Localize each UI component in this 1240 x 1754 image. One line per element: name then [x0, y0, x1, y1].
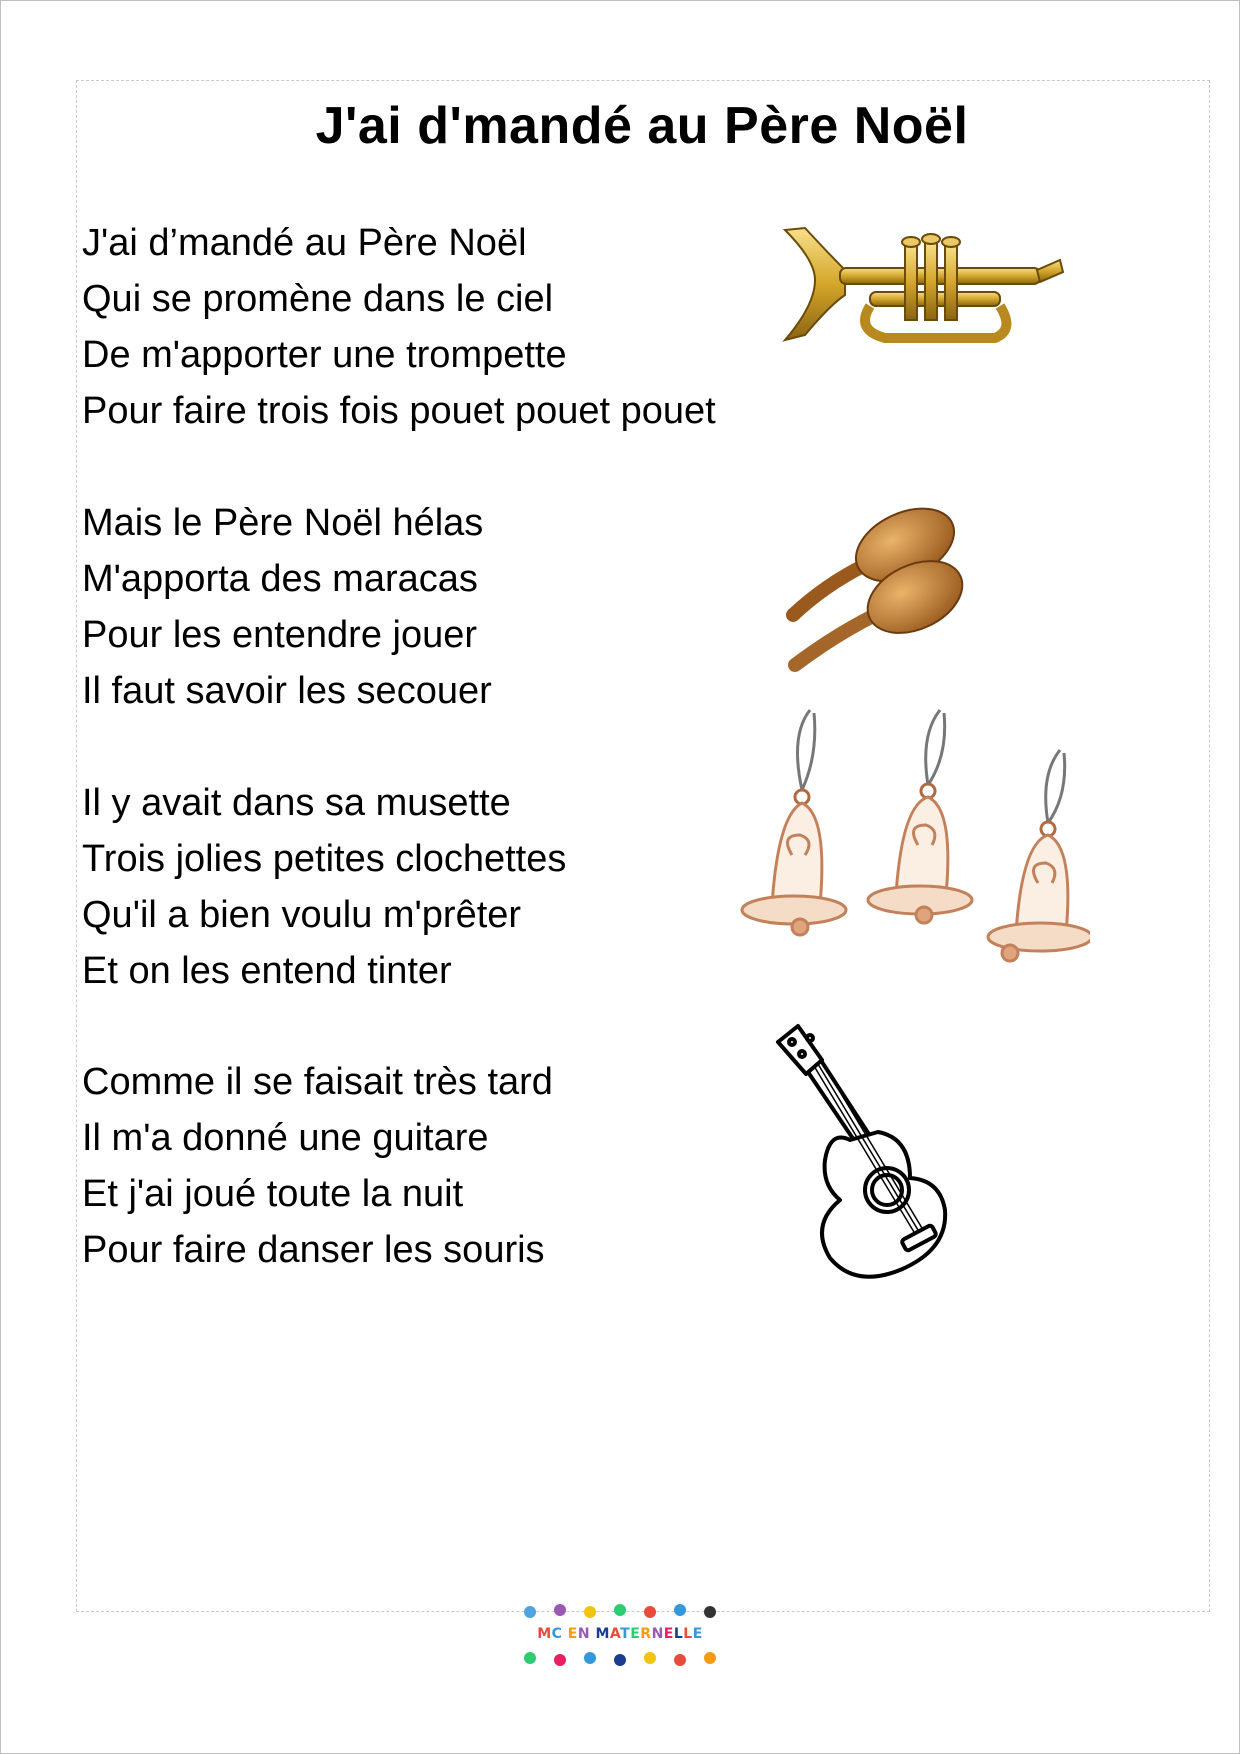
verse-line: Il y avait dans sa musette: [82, 782, 511, 824]
verse-line: Mais le Père Noël hélas: [82, 502, 484, 544]
page-title: J'ai d'mandé au Père Noël: [315, 97, 969, 155]
verse-line: Trois jolies petites clochettes: [82, 838, 567, 880]
verse-line: Il m'a donné une guitare: [82, 1117, 489, 1159]
verse-line: Qu'il a bien voulu m'prêter: [82, 894, 522, 936]
verse-line: Et on les entend tinter: [82, 950, 452, 992]
verse-line: Comme il se faisait très tard: [82, 1061, 553, 1103]
stanza-3: [82, 775, 566, 999]
logo-text: MC EN MATERNELLE: [537, 1626, 703, 1642]
logo: [510, 1600, 730, 1670]
bells-icon: [710, 705, 1090, 965]
verse-line: De m'apporter une trompette: [82, 334, 567, 376]
verse-line: Qui se promène dans le ciel: [82, 278, 554, 320]
verse-line: Et j'ai joué toute la nuit: [82, 1173, 464, 1215]
stanza-2: [82, 495, 492, 719]
stanza-4: [82, 1054, 553, 1278]
verse-line: M'apporta des maracas: [82, 558, 478, 600]
verse-line: Il faut savoir les secouer: [82, 670, 492, 712]
verse-line: Pour les entendre jouer: [82, 614, 478, 656]
trumpet-icon: [775, 220, 1070, 355]
stanza-1: [82, 215, 716, 439]
verse-line: Pour faire trois fois pouet pouet pouet: [82, 390, 716, 432]
verse-line: Pour faire danser les souris: [82, 1229, 545, 1271]
maracas-icon: [775, 505, 965, 680]
verse-line: J'ai d’mandé au Père Noël: [82, 222, 527, 264]
guitar-icon: [770, 1020, 975, 1280]
